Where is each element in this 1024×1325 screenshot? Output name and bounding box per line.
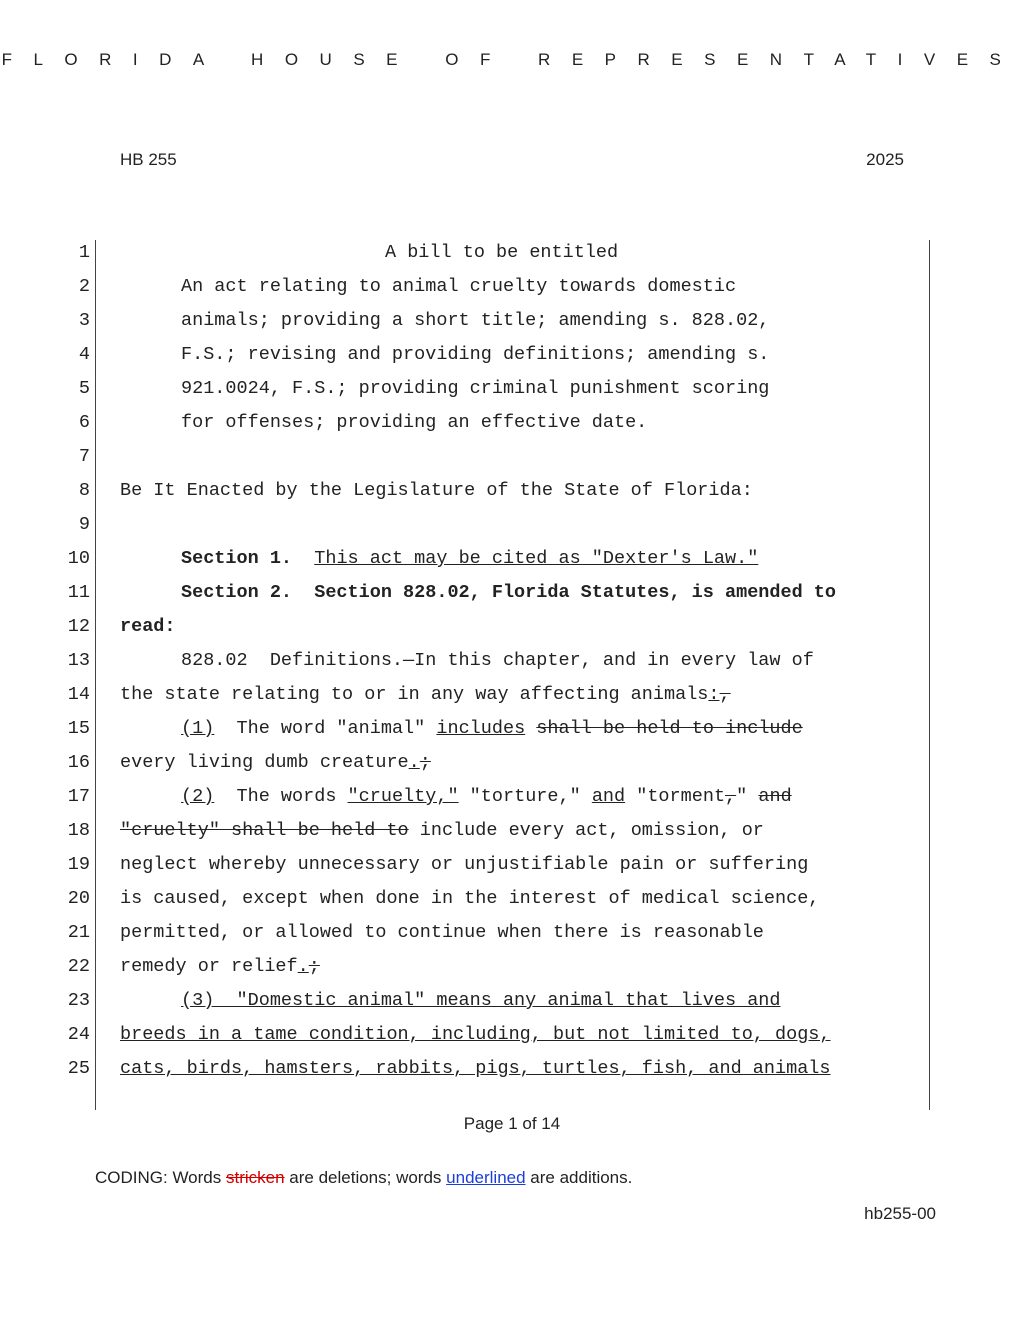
bill-number: HB 255 bbox=[120, 150, 177, 169]
added-text: "cruelty," bbox=[347, 786, 459, 807]
text-run: An act relating to animal cruelty towards domestic bbox=[181, 276, 737, 297]
line-text bbox=[181, 712, 803, 746]
text-run: The word "animal" bbox=[214, 718, 437, 739]
chamber-header: FLORIDA HOUSE OF REPRESENTATIVES bbox=[1, 50, 1023, 69]
line-text bbox=[181, 576, 836, 610]
bill-line-10 bbox=[0, 542, 1024, 576]
text-run: the state relating to or in any way affecting animals bbox=[120, 684, 709, 705]
coding-text: are additions. bbox=[525, 1168, 633, 1187]
text-run: include every act, omission, or bbox=[408, 820, 764, 841]
text-run: for offenses; providing an effective date. bbox=[181, 412, 648, 433]
bill-line-18 bbox=[0, 814, 1024, 848]
bill-text bbox=[0, 236, 1024, 1086]
text-run: animals; providing a short title; amending s. 828.02, bbox=[181, 310, 770, 331]
line-text bbox=[181, 984, 781, 1018]
bill-line-11 bbox=[0, 576, 1024, 610]
line-number: 24 bbox=[67, 1024, 90, 1045]
bill-line-12 bbox=[0, 610, 1024, 644]
line-text bbox=[181, 542, 758, 576]
bill-line-21 bbox=[0, 916, 1024, 950]
text-run: neglect whereby unnecessary or unjustifiable pain or suffering bbox=[120, 854, 809, 875]
added-text: (3) "Domestic animal" means any animal that lives and bbox=[181, 990, 781, 1011]
added-text: (2) bbox=[181, 786, 215, 807]
bill-line-23 bbox=[0, 984, 1024, 1018]
section-heading: read: bbox=[120, 616, 176, 637]
line-number: 17 bbox=[67, 786, 90, 807]
deleted-text: ; bbox=[308, 956, 320, 977]
line-text bbox=[181, 338, 769, 372]
line-number: 16 bbox=[67, 752, 90, 773]
coding-stricken-sample: stricken bbox=[225, 1168, 285, 1187]
bill-line-6 bbox=[0, 406, 1024, 440]
deleted-text: ; bbox=[419, 752, 431, 773]
line-text bbox=[120, 474, 753, 508]
line-text bbox=[120, 814, 764, 848]
line-number: 10 bbox=[67, 548, 90, 569]
bill-line-22 bbox=[0, 950, 1024, 984]
line-number: 7 bbox=[78, 446, 90, 467]
bill-line-7 bbox=[0, 440, 1024, 474]
text-run: Be It Enacted by the Legislature of the State of Florida: bbox=[120, 480, 753, 501]
added-text: breeds in a tame condition, including, but not limited to, dogs, bbox=[120, 1024, 831, 1045]
added-text: and bbox=[591, 786, 626, 807]
text-run: The words bbox=[214, 786, 348, 807]
section-heading: Section 2. Section 828.02, Florida Statutes, is amended to bbox=[181, 582, 837, 603]
text-run: remedy or relief bbox=[120, 956, 298, 977]
page-number: Page 1 of 14 bbox=[463, 1114, 561, 1133]
section-heading: Section 1. bbox=[181, 548, 293, 569]
line-number: 15 bbox=[67, 718, 90, 739]
line-text bbox=[120, 848, 808, 882]
text-run: "torture," bbox=[458, 786, 592, 807]
line-text bbox=[385, 236, 618, 270]
text-run: permitted, or allowed to continue when there is reasonable bbox=[120, 922, 764, 943]
line-text bbox=[120, 916, 764, 950]
bill-line-15 bbox=[0, 712, 1024, 746]
bill-line-17 bbox=[0, 780, 1024, 814]
line-number: 3 bbox=[78, 310, 90, 331]
line-text bbox=[120, 746, 431, 780]
text-run: " bbox=[736, 786, 759, 807]
bill-line-16 bbox=[0, 746, 1024, 780]
added-text: . bbox=[297, 956, 309, 977]
bill-year: 2025 bbox=[866, 150, 904, 169]
deleted-text: and bbox=[758, 786, 792, 807]
added-text: cats, birds, hamsters, rabbits, pigs, turtles, fish, and animals bbox=[120, 1058, 831, 1079]
deleted-text: "cruelty" shall be held to bbox=[120, 820, 409, 841]
bill-line-9 bbox=[0, 508, 1024, 542]
text-run: every living dumb creature bbox=[120, 752, 409, 773]
line-text bbox=[181, 270, 736, 304]
added-text: : bbox=[708, 684, 720, 705]
coding-text: CODING: Words bbox=[95, 1168, 226, 1187]
line-number: 8 bbox=[78, 480, 90, 501]
bill-line-2 bbox=[0, 270, 1024, 304]
coding-text: are deletions; words bbox=[284, 1168, 447, 1187]
line-number: 6 bbox=[78, 412, 90, 433]
line-number: 20 bbox=[67, 888, 90, 909]
added-text: (1) bbox=[181, 718, 215, 739]
bill-line-4 bbox=[0, 338, 1024, 372]
bill-line-13 bbox=[0, 644, 1024, 678]
line-text bbox=[181, 304, 769, 338]
line-number: 23 bbox=[67, 990, 90, 1011]
line-text bbox=[181, 780, 792, 814]
line-number: 9 bbox=[78, 514, 90, 535]
coding-underlined-sample: underlined bbox=[446, 1168, 526, 1187]
line-text bbox=[120, 610, 176, 644]
line-text bbox=[120, 1052, 831, 1086]
line-number: 12 bbox=[67, 616, 90, 637]
bill-line-24 bbox=[0, 1018, 1024, 1052]
added-text: includes bbox=[436, 718, 526, 739]
line-number: 21 bbox=[67, 922, 90, 943]
text-run: 921.0024, F.S.; providing criminal punishment scoring bbox=[181, 378, 770, 399]
bill-line-14 bbox=[0, 678, 1024, 712]
line-number: 1 bbox=[78, 242, 90, 263]
deleted-text: , bbox=[725, 786, 737, 807]
line-text bbox=[120, 882, 819, 916]
bill-line-20 bbox=[0, 882, 1024, 916]
line-number: 4 bbox=[78, 344, 90, 365]
line-text bbox=[120, 678, 731, 712]
line-number: 25 bbox=[67, 1058, 90, 1079]
deleted-text: , bbox=[719, 684, 731, 705]
line-number: 13 bbox=[67, 650, 90, 671]
bill-line-19 bbox=[0, 848, 1024, 882]
line-number: 19 bbox=[67, 854, 90, 875]
deleted-text: shall be held to include bbox=[536, 718, 803, 739]
line-text bbox=[181, 644, 814, 678]
text-run: is caused, except when done in the interest of medical science, bbox=[120, 888, 820, 909]
bill-line-5 bbox=[0, 372, 1024, 406]
line-number: 18 bbox=[67, 820, 90, 841]
line-number: 5 bbox=[78, 378, 90, 399]
document-id: hb255-00 bbox=[864, 1204, 936, 1223]
line-number: 22 bbox=[67, 956, 90, 977]
text-run: F.S.; revising and providing definitions; amending s. bbox=[181, 344, 770, 365]
text-run bbox=[525, 718, 536, 739]
bill-line-1 bbox=[0, 236, 1024, 270]
line-text bbox=[181, 372, 769, 406]
line-text bbox=[120, 1018, 831, 1052]
line-text bbox=[120, 950, 320, 984]
line-number: 11 bbox=[67, 582, 90, 603]
bill-line-3 bbox=[0, 304, 1024, 338]
bill-line-8 bbox=[0, 474, 1024, 508]
text-run: A bill to be entitled bbox=[385, 242, 619, 263]
line-number: 2 bbox=[78, 276, 90, 297]
bill-line-25 bbox=[0, 1052, 1024, 1086]
added-text: This act may be cited as "Dexter's Law." bbox=[314, 548, 759, 569]
line-text bbox=[181, 406, 647, 440]
coding-legend bbox=[95, 1168, 632, 1188]
line-number: 14 bbox=[67, 684, 90, 705]
added-text: . bbox=[408, 752, 420, 773]
text-run bbox=[292, 548, 314, 569]
text-run: "torment bbox=[625, 786, 726, 807]
text-run: 828.02 Definitions.—In this chapter, and in every law of bbox=[181, 650, 814, 671]
